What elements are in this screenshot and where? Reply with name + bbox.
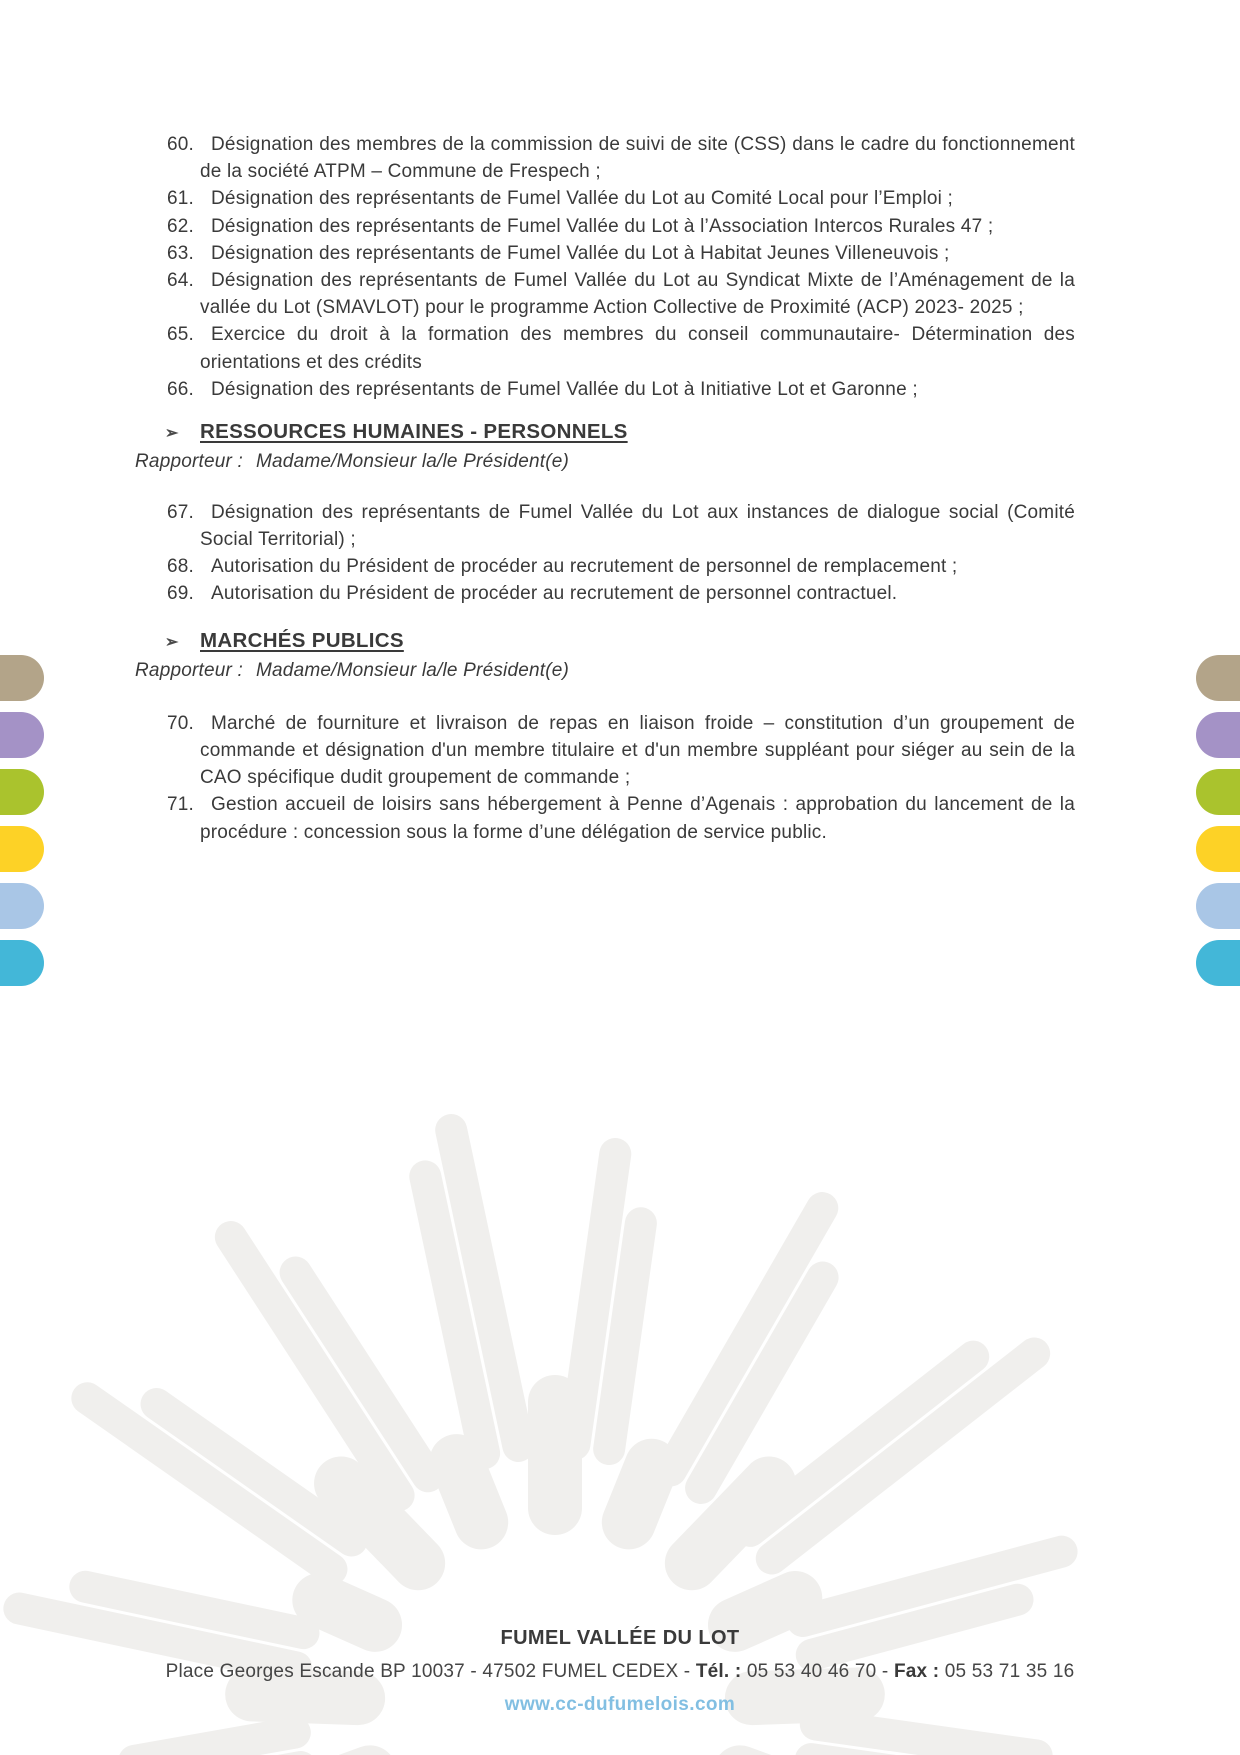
side-tab [0,712,44,758]
agenda-item-65 [167,321,1075,375]
footer-fax-value: 05 53 71 35 16 [939,1661,1075,1682]
item-text: Marché de fourniture et livraison de repas en liaison froide – constitution d’un groupement de commande et désignation d'un membre titulaire et d'un membre suppléant pour siéger au sein de la CAO spécifique dudit groupement de commande ; [200,712,1075,789]
agenda-item-69 [167,580,1075,607]
rapporteur-label: Rapporteur : [135,660,244,682]
agenda-item-63 [167,240,1075,267]
item-text: Exercice du droit à la formation des membres du conseil communautaire- Détermination des orientations et des crédits [200,324,1075,373]
side-tab [1196,940,1240,986]
item-text: Autorisation du Président de procéder au recrutement de personnel contractuel. [211,583,898,605]
side-tab [1196,655,1240,701]
footer-tel-value: 05 53 40 46 70 - [741,1661,894,1682]
item-text: Désignation des représentants de Fumel Vallée du Lot au Syndicat Mixte de l’Aménagement de la vallée du Lot (SMAVLOT) pour le programme Action Collective de Proximité (ACP) 2023- 2025 ; [200,270,1075,319]
rapporteur-value: Madame/Monsieur la/le Président(e) [256,451,570,473]
item-text: Désignation des représentants de Fumel Vallée du Lot à Habitat Jeunes Villeneuvois ; [211,242,950,264]
footer-org-name: FUMEL VALLÉE DU LOT [500,1627,740,1649]
agenda-item-64 [167,267,1075,321]
website-link[interactable]: www.cc-dufumelois.com [504,1694,736,1715]
agenda-item-71 [167,791,1075,845]
rapporteur-line [135,448,1075,476]
rapporteur-line [135,657,1075,685]
item-number: 60. [167,134,195,155]
agenda-item-62 [167,213,1075,240]
side-tabs-left [0,655,44,986]
item-text: Autorisation du Président de procéder au recrutement de personnel de remplacement ; [211,555,958,577]
side-tab [0,655,44,701]
item-number: 70. [167,712,195,734]
item-number: 64. [167,270,195,292]
side-tab [0,883,44,929]
section-heading [165,418,1075,447]
side-tabs-right [1196,655,1240,986]
footer-address-text: Place Georges Escande BP 10037 - 47502 FUMEL CEDEX - [165,1661,696,1682]
agenda-item-60 [167,131,1075,185]
agenda-item-68 [167,553,1075,580]
agenda-item-66 [167,376,1075,403]
agenda-list-rh [167,499,1075,608]
agenda-content [135,131,1075,846]
agenda-item-70 [167,710,1075,792]
side-tab [1196,769,1240,815]
item-text: Désignation des représentants de Fumel Vallée du Lot à l’Association Intercos Rurales 47 ; [211,215,994,237]
item-text: Désignation des représentants de Fumel Vallée du Lot à Initiative Lot et Garonne ; [211,378,918,400]
item-number: 71. [167,794,195,816]
side-tab [1196,883,1240,929]
rapporteur-label: Rapporteur : [135,451,244,473]
section-title: MARCHÉS PUBLICS [200,629,404,653]
item-number: 61. [167,188,195,210]
item-number: 65. [167,324,195,346]
item-text: Gestion accueil de loisirs sans hébergement à Penne d’Agenais : approbation du lancement de la procédure : concession sous la forme d’une délégation de service public. [200,794,1075,843]
side-tab [1196,826,1240,872]
agenda-list-mp [167,710,1075,846]
item-number: 69. [167,583,195,605]
footer-tel-label: Tél. : [695,1661,742,1682]
item-number: 63. [167,242,195,264]
side-tab [1196,712,1240,758]
section-title: RESSOURCES HUMAINES - PERSONNELS [200,420,628,444]
item-number: 68. [167,555,195,577]
footer-address [0,1661,1240,1683]
footer-fax-label: Fax : [893,1661,940,1682]
agenda-item-61 [167,185,1075,212]
section-heading [165,627,1075,656]
agenda-list-general [167,131,1075,403]
rapporteur-value: Madame/Monsieur la/le Président(e) [256,660,570,682]
section-marches-publics [135,627,1075,846]
item-number: 62. [167,215,195,237]
side-tab [0,769,44,815]
arrow-bullet-icon: ➢ [165,634,179,652]
item-number: 66. [167,378,195,400]
side-tab [0,940,44,986]
item-text: Désignation des représentants de Fumel Vallée du Lot aux instances de dialogue social (Comité Social Territorial) ; [200,501,1075,550]
section-ressources-humaines [135,418,1075,607]
agenda-item-67 [167,499,1075,553]
side-tab [0,826,44,872]
item-text: Désignation des membres de la commission de suivi de site (CSS) dans le cadre du fonctionnement de la société ATPM – Commune de Frespech ; [200,134,1075,183]
item-number: 67. [167,501,195,523]
arrow-bullet-icon: ➢ [165,425,179,443]
item-text: Désignation des représentants de Fumel Vallée du Lot au Comité Local pour l’Emploi ; [211,188,954,210]
